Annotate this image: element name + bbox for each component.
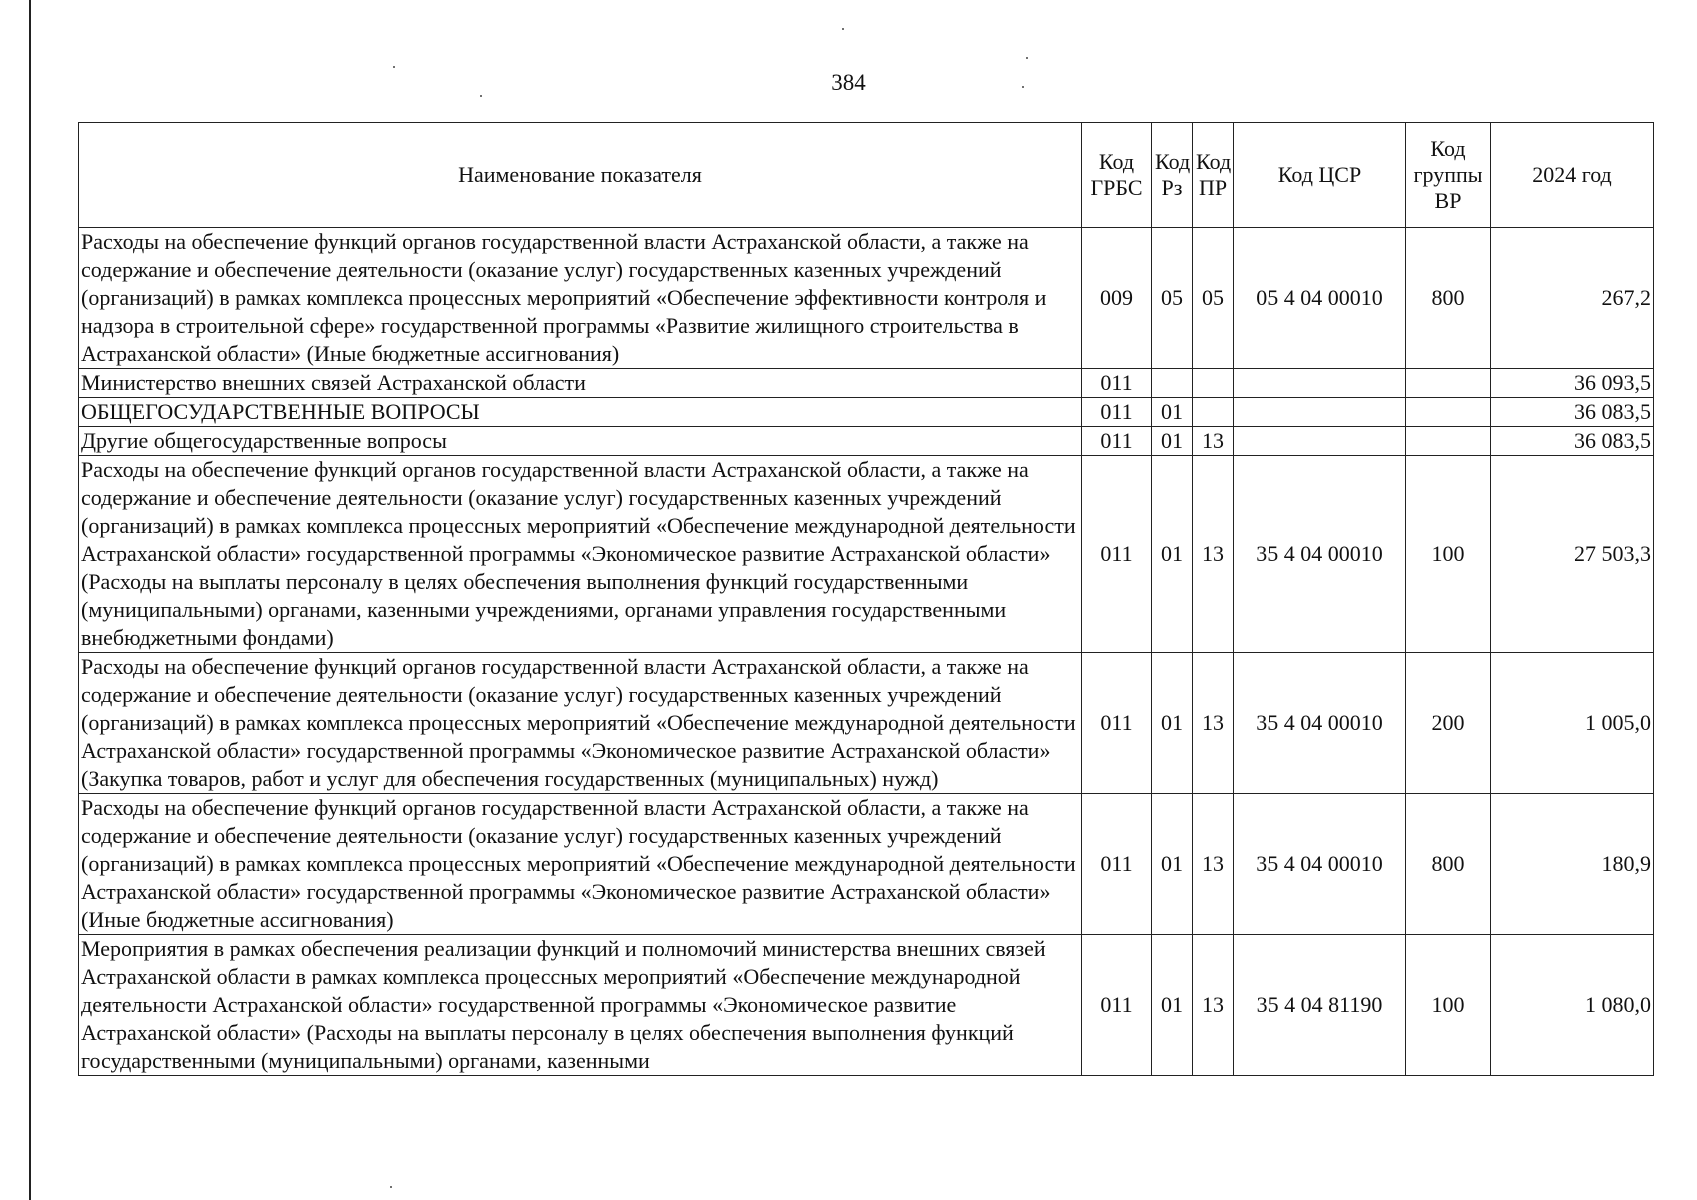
table-row — [79, 935, 1654, 1076]
row-grbs: 009 — [1082, 228, 1152, 369]
header-rz: Код Рз — [1152, 123, 1193, 228]
row-grbs: 011 — [1082, 456, 1152, 653]
row-name: Мероприятия в рамках обеспечения реализации функций и полномочий министерства внешних связей Астраханской области в рамках комплекса процессных мероприятий «Обеспечение международной деятельности Астраханской области» государственной программы «Экономическое развитие Астраханской области» (Расходы на выплаты персоналу в целях обеспечения выполнения функций государственными (муниципальными) органами, казенными — [79, 935, 1082, 1076]
table-row — [79, 653, 1654, 794]
page-number: 384 — [831, 70, 866, 95]
row-name: Расходы на обеспечение функций органов государственной власти Астраханской области, а также на содержание и обеспечение деятельности (оказание услуг) государственных казенных учреждений (организаций) в рамках комплекса процессных мероприятий «Обеспечение международной деятельности Астраханской области» государственной программы «Экономическое развитие Астраханской области» (Расходы на выплаты персоналу в целях обеспечения выполнения функций государственными (муниципальными) органами, казенными учреждениями, органами управления государственными внебюджетными фондами) — [79, 456, 1082, 653]
row-amount: 36 093,5 — [1491, 369, 1654, 398]
row-grbs: 011 — [1082, 935, 1152, 1076]
row-amount: 1 005,0 — [1491, 653, 1654, 794]
budget-table — [78, 122, 1654, 1076]
row-rz: 01 — [1152, 935, 1193, 1076]
row-grbs: 011 — [1082, 398, 1152, 427]
row-name: ОБЩЕГОСУДАРСТВЕННЫЕ ВОПРОСЫ — [79, 398, 1082, 427]
row-csr — [1234, 369, 1406, 398]
row-name: Расходы на обеспечение функций органов государственной власти Астраханской области, а также на содержание и обеспечение деятельности (оказание услуг) государственных казенных учреждений (организаций) в рамках комплекса процессных мероприятий «Обеспечение международной деятельности Астраханской области» государственной программы «Экономическое развитие Астраханской области» (Иные бюджетные ассигнования) — [79, 794, 1082, 935]
row-vr: 800 — [1406, 794, 1491, 935]
row-csr — [1234, 398, 1406, 427]
row-csr: 35 4 04 00010 — [1234, 794, 1406, 935]
scan-speck — [1022, 86, 1024, 88]
row-amount: 36 083,5 — [1491, 427, 1654, 456]
row-csr — [1234, 427, 1406, 456]
row-vr: 200 — [1406, 653, 1491, 794]
header-pr: Код ПР — [1193, 123, 1234, 228]
row-amount: 180,9 — [1491, 794, 1654, 935]
binding-edge-line — [29, 0, 31, 1200]
row-vr: 100 — [1406, 935, 1491, 1076]
row-csr: 35 4 04 00010 — [1234, 653, 1406, 794]
row-pr: 13 — [1193, 427, 1234, 456]
scan-speck — [480, 95, 482, 97]
row-vr: 800 — [1406, 228, 1491, 369]
header-row — [79, 123, 1654, 228]
scan-speck — [842, 28, 844, 30]
row-grbs: 011 — [1082, 369, 1152, 398]
row-amount: 36 083,5 — [1491, 398, 1654, 427]
row-pr: 13 — [1193, 794, 1234, 935]
row-rz: 01 — [1152, 653, 1193, 794]
header-csr: Код ЦСР — [1234, 123, 1406, 228]
row-vr — [1406, 427, 1491, 456]
row-pr — [1193, 398, 1234, 427]
row-pr: 05 — [1193, 228, 1234, 369]
table-row — [79, 369, 1654, 398]
row-rz: 01 — [1152, 456, 1193, 653]
row-grbs: 011 — [1082, 653, 1152, 794]
scan-speck — [1026, 57, 1028, 59]
row-amount: 1 080,0 — [1491, 935, 1654, 1076]
scan-speck — [390, 1186, 392, 1188]
row-amount: 267,2 — [1491, 228, 1654, 369]
row-name: Расходы на обеспечение функций органов государственной власти Астраханской области, а также на содержание и обеспечение деятельности (оказание услуг) государственных казенных учреждений (организаций) в рамках комплекса процессных мероприятий «Обеспечение эффективности контроля и надзора в строительной сфере» государственной программы «Развитие жилищного строительства в Астраханской области» (Иные бюджетные ассигнования) — [79, 228, 1082, 369]
row-pr — [1193, 369, 1234, 398]
table-row — [79, 456, 1654, 653]
row-rz: 01 — [1152, 398, 1193, 427]
row-csr: 35 4 04 81190 — [1234, 935, 1406, 1076]
row-csr: 05 4 04 00010 — [1234, 228, 1406, 369]
row-vr — [1406, 369, 1491, 398]
row-csr: 35 4 04 00010 — [1234, 456, 1406, 653]
header-year: 2024 год — [1491, 123, 1654, 228]
table-row — [79, 427, 1654, 456]
row-name: Другие общегосударственные вопросы — [79, 427, 1082, 456]
row-vr: 100 — [1406, 456, 1491, 653]
row-amount: 27 503,3 — [1491, 456, 1654, 653]
row-name: Расходы на обеспечение функций органов государственной власти Астраханской области, а также на содержание и обеспечение деятельности (оказание услуг) государственных казенных учреждений (организаций) в рамках комплекса процессных мероприятий «Обеспечение международной деятельности Астраханской области» государственной программы «Экономическое развитие Астраханской области» (Закупка товаров, работ и услуг для обеспечения государственных (муниципальных) нужд) — [79, 653, 1082, 794]
row-grbs: 011 — [1082, 427, 1152, 456]
row-name: Министерство внешних связей Астраханской области — [79, 369, 1082, 398]
row-grbs: 011 — [1082, 794, 1152, 935]
table-row — [79, 794, 1654, 935]
row-pr: 13 — [1193, 456, 1234, 653]
row-pr: 13 — [1193, 935, 1234, 1076]
header-grbs: Код ГРБС — [1082, 123, 1152, 228]
row-pr: 13 — [1193, 653, 1234, 794]
row-rz: 01 — [1152, 794, 1193, 935]
scan-speck — [393, 66, 395, 68]
row-rz — [1152, 369, 1193, 398]
row-vr — [1406, 398, 1491, 427]
row-rz: 01 — [1152, 427, 1193, 456]
header-name: Наименование показателя — [79, 123, 1082, 228]
row-rz: 05 — [1152, 228, 1193, 369]
table-row — [79, 398, 1654, 427]
header-vr: Код группы ВР — [1406, 123, 1491, 228]
table-row — [79, 228, 1654, 369]
